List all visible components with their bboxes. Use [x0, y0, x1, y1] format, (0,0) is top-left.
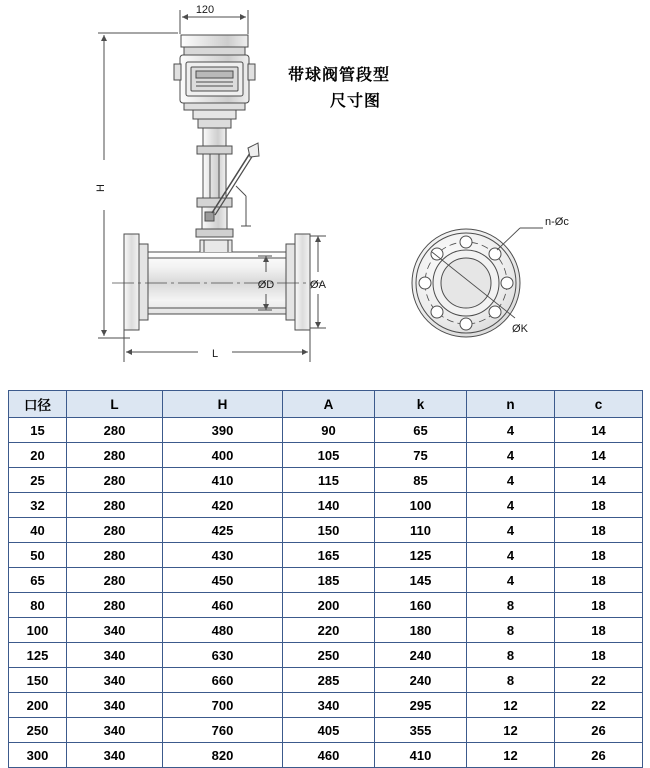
- table-cell-r7-c2: 460: [163, 593, 283, 618]
- table-cell-r7-c0: 80: [9, 593, 67, 618]
- table-cell-r0-c2: 390: [163, 418, 283, 443]
- table-cell-r7-c4: 160: [375, 593, 467, 618]
- table-cell-r13-c4: 410: [375, 743, 467, 768]
- table-cell-r2-c1: 280: [67, 468, 163, 493]
- table-cell-r0-c6: 14: [555, 418, 643, 443]
- table-cell-r6-c3: 185: [283, 568, 375, 593]
- spec-table-container: [8, 390, 642, 768]
- table-cell-r4-c4: 110: [375, 518, 467, 543]
- diagram-title-line1: 带球阀管段型: [288, 67, 391, 84]
- table-header-cell-1: L: [67, 391, 163, 418]
- table-cell-r13-c2: 820: [163, 743, 283, 768]
- table-cell-r9-c4: 240: [375, 643, 467, 668]
- table-cell-r10-c2: 660: [163, 668, 283, 693]
- table-row: [9, 468, 643, 493]
- table-cell-r13-c6: 26: [555, 743, 643, 768]
- table-header-cell-6: c: [555, 391, 643, 418]
- table-row: [9, 643, 643, 668]
- table-cell-r6-c0: 65: [9, 568, 67, 593]
- table-cell-r1-c1: 280: [67, 443, 163, 468]
- dim-A-label: ØA: [310, 279, 326, 291]
- table-row: [9, 618, 643, 643]
- table-cell-r0-c5: 4: [467, 418, 555, 443]
- table-cell-r9-c6: 18: [555, 643, 643, 668]
- table-cell-r1-c0: 20: [9, 443, 67, 468]
- diagram-title-line2: 尺寸图: [330, 93, 382, 110]
- table-header-cell-5: n: [467, 391, 555, 418]
- table-cell-r3-c0: 32: [9, 493, 67, 518]
- dim-nc-label: n-Øc: [545, 216, 569, 228]
- table-cell-r13-c0: 300: [9, 743, 67, 768]
- table-cell-r4-c0: 40: [9, 518, 67, 543]
- table-cell-r4-c5: 4: [467, 518, 555, 543]
- table-cell-r10-c0: 150: [9, 668, 67, 693]
- table-cell-r8-c1: 340: [67, 618, 163, 643]
- table-cell-r12-c5: 12: [467, 718, 555, 743]
- table-cell-r3-c1: 280: [67, 493, 163, 518]
- table-cell-r2-c6: 14: [555, 468, 643, 493]
- table-cell-r0-c0: 15: [9, 418, 67, 443]
- table-cell-r10-c1: 340: [67, 668, 163, 693]
- table-cell-r9-c3: 250: [283, 643, 375, 668]
- table-cell-r8-c6: 18: [555, 618, 643, 643]
- table-cell-r3-c4: 100: [375, 493, 467, 518]
- table-cell-r0-c1: 280: [67, 418, 163, 443]
- table-cell-r0-c4: 65: [375, 418, 467, 443]
- table-cell-r6-c1: 280: [67, 568, 163, 593]
- table-cell-r7-c5: 8: [467, 593, 555, 618]
- table-cell-r11-c3: 340: [283, 693, 375, 718]
- table-header-row: [9, 391, 643, 418]
- table-cell-r10-c5: 8: [467, 668, 555, 693]
- table-cell-r13-c3: 460: [283, 743, 375, 768]
- table-row: [9, 743, 643, 768]
- table-cell-r10-c6: 22: [555, 668, 643, 693]
- table-cell-r8-c0: 100: [9, 618, 67, 643]
- table-row: [9, 693, 643, 718]
- table-cell-r8-c4: 180: [375, 618, 467, 643]
- table-header-cell-0: 口径: [9, 391, 67, 418]
- table-cell-r8-c3: 220: [283, 618, 375, 643]
- dim-120-label: 120: [195, 4, 215, 16]
- table-cell-r12-c6: 26: [555, 718, 643, 743]
- table-cell-r5-c1: 280: [67, 543, 163, 568]
- table-row: [9, 518, 643, 543]
- table-cell-r11-c6: 22: [555, 693, 643, 718]
- table-cell-r11-c2: 700: [163, 693, 283, 718]
- table-row: [9, 668, 643, 693]
- table-cell-r10-c4: 240: [375, 668, 467, 693]
- table-cell-r0-c3: 90: [283, 418, 375, 443]
- table-cell-r6-c2: 450: [163, 568, 283, 593]
- dim-L-label: L: [211, 348, 219, 360]
- support-column: [196, 119, 233, 237]
- table-cell-r2-c3: 115: [283, 468, 375, 493]
- table-cell-r9-c1: 340: [67, 643, 163, 668]
- table-cell-r1-c3: 105: [283, 443, 375, 468]
- table-cell-r11-c4: 295: [375, 693, 467, 718]
- table-cell-r6-c5: 4: [467, 568, 555, 593]
- table-cell-r3-c6: 18: [555, 493, 643, 518]
- table-cell-r1-c2: 400: [163, 443, 283, 468]
- table-cell-r5-c5: 4: [467, 543, 555, 568]
- table-cell-r5-c0: 50: [9, 543, 67, 568]
- table-cell-r11-c5: 12: [467, 693, 555, 718]
- table-cell-r6-c4: 145: [375, 568, 467, 593]
- table-cell-r2-c2: 410: [163, 468, 283, 493]
- dim-K-label: ØK: [512, 323, 528, 335]
- transmitter-housing: [174, 35, 255, 119]
- table-cell-r13-c5: 12: [467, 743, 555, 768]
- table-row: [9, 568, 643, 593]
- table-cell-r9-c2: 630: [163, 643, 283, 668]
- table-cell-r12-c4: 355: [375, 718, 467, 743]
- table-cell-r3-c5: 4: [467, 493, 555, 518]
- table-cell-r5-c3: 165: [283, 543, 375, 568]
- table-cell-r10-c3: 285: [283, 668, 375, 693]
- table-cell-r7-c1: 280: [67, 593, 163, 618]
- dim-H-label: H: [95, 184, 107, 192]
- pipe-body: [112, 234, 322, 330]
- table-cell-r12-c3: 405: [283, 718, 375, 743]
- table-cell-r8-c2: 480: [163, 618, 283, 643]
- table-cell-r2-c0: 25: [9, 468, 67, 493]
- table-cell-r11-c1: 340: [67, 693, 163, 718]
- table-body: [9, 418, 643, 768]
- table-cell-r4-c3: 150: [283, 518, 375, 543]
- table-header-cell-2: H: [163, 391, 283, 418]
- table-cell-r13-c1: 340: [67, 743, 163, 768]
- table-cell-r3-c3: 140: [283, 493, 375, 518]
- table-row: [9, 493, 643, 518]
- flange-face-view: [412, 228, 543, 337]
- table-cell-r1-c6: 14: [555, 443, 643, 468]
- table-cell-r4-c6: 18: [555, 518, 643, 543]
- table-cell-r7-c3: 200: [283, 593, 375, 618]
- table-row: [9, 418, 643, 443]
- table-cell-r3-c2: 420: [163, 493, 283, 518]
- table-cell-r4-c1: 280: [67, 518, 163, 543]
- table-header-cell-4: k: [375, 391, 467, 418]
- table-cell-r1-c4: 75: [375, 443, 467, 468]
- table-cell-r12-c1: 340: [67, 718, 163, 743]
- table-cell-r12-c0: 250: [9, 718, 67, 743]
- table-cell-r9-c5: 8: [467, 643, 555, 668]
- table-cell-r2-c4: 85: [375, 468, 467, 493]
- table-cell-r7-c6: 18: [555, 593, 643, 618]
- table-cell-r5-c2: 430: [163, 543, 283, 568]
- table-row: [9, 593, 643, 618]
- table-cell-r12-c2: 760: [163, 718, 283, 743]
- table-header-cell-3: A: [283, 391, 375, 418]
- table-cell-r2-c5: 4: [467, 468, 555, 493]
- table-row: [9, 543, 643, 568]
- table-cell-r5-c4: 125: [375, 543, 467, 568]
- table-row: [9, 718, 643, 743]
- table-cell-r9-c0: 125: [9, 643, 67, 668]
- table-cell-r11-c0: 200: [9, 693, 67, 718]
- table-cell-r8-c5: 8: [467, 618, 555, 643]
- table-row: [9, 443, 643, 468]
- table-cell-r6-c6: 18: [555, 568, 643, 593]
- dim-D-label: ØD: [257, 279, 275, 291]
- table-cell-r1-c5: 4: [467, 443, 555, 468]
- table-cell-r5-c6: 18: [555, 543, 643, 568]
- table-cell-r4-c2: 425: [163, 518, 283, 543]
- spec-table: [8, 390, 643, 768]
